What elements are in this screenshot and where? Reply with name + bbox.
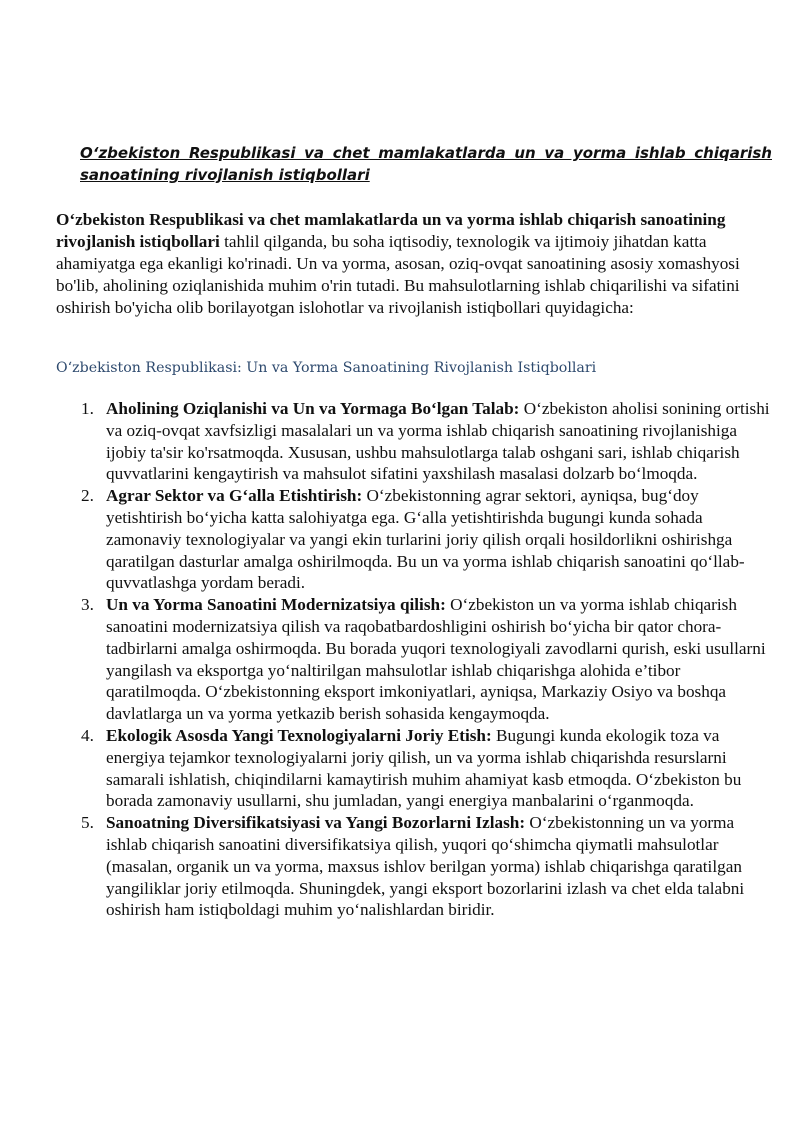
list-item-text: O‘zbekiston aholisi sonining ortishi va oziq-ovqat xavfsizligi masalalari un va yorma ishlab chiqarish sanoatining rivojlanishiga ijobiy ta'sir ko'rsatmoqda. Xususan, ushbu mahsulotlarga talab oshgani sari, ishlab chiqarish quvvatlarini kengaytirish va mahsulot sifatini yaxshilash masalasi dolzarb bo‘lmoqda. <box>106 399 770 484</box>
list-item-number: 5. <box>81 813 94 833</box>
numbered-list <box>56 398 772 921</box>
list-item <box>56 485 772 594</box>
intro-bold-lead: O‘zbekiston Respublikasi va chet mamlakatlarda un va yorma ishlab chiqarish sanoatining rivojlanish istiqbollari <box>56 210 726 251</box>
list-item-text: O‘zbekistonning un va yorma ishlab chiqarish sanoatini diversifikatsiya qilish, yuqori qo‘shimcha qiymatli mahsulotlar (masalan, organik un va yorma, maxsus ishlov berilgan yorma) ishlab chiqarishga qaratilgan yangiliklar joriy etilmoqda. Shuningdek, yangi eksport bozorlarini izlash va chet elda talabni oshirish ham istiqboldagi muhim yo‘nalishlardan biridir. <box>106 813 745 920</box>
intro-text: tahlil qilganda, bu soha iqtisodiy, texnologik va ijtimoiy jihatdan katta ahamiyatga ega ekanligi ko'rinadi. Un va yorma, asosan, oziq-ovqat sanoatining asosiy xomashyosi bo'lib, aholining oziqlanishida muhim o'rin tutadi. Bu mahsulotlarning ishlab chiqarilishi va sifatini oshirish bo'yicha olib borilayotgan islohotlar va rivojlanish istiqbollari quyidagicha: <box>56 232 740 317</box>
intro-paragraph <box>56 209 772 319</box>
list-item-number: 2. <box>81 486 94 506</box>
list-item-text: Bugungi kunda ekologik toza va energiya tejamkor texnologiyalarni joriy qilish, un va yorma ishlab chiqarishda resurslarni samarali ishlatish, chiqindilarni kamaytirish muhim ahamiyat kasb etmoqda. O‘zbekiston bu borada zamonaviy usullarni, shu jumladan, yangi energiya manbalarini o‘rganmoqda. <box>106 725 742 811</box>
list-item-title: Un va Yorma Sanoatini Modernizatsiya qilish: <box>106 595 446 615</box>
list-item-number: 3. <box>81 595 94 615</box>
list-item <box>56 594 772 725</box>
list-item-number: 4. <box>81 725 94 745</box>
list-item <box>56 725 772 812</box>
list-item <box>56 398 772 485</box>
list-item <box>56 812 772 921</box>
list-item-title: Aholining Oziqlanishi va Un va Yormaga Bo‘lgan Talab: <box>106 399 520 418</box>
list-item-title: Ekologik Asosda Yangi Texnologiyalarni Joriy Etish: <box>106 725 492 745</box>
list-item-number: 1. <box>81 399 94 418</box>
list-item-text: O‘zbekistonning agrar sektori, ayniqsa, bug‘doy yetishtirish bo‘yicha katta salohiyatga ega. G‘alla yetishtirishda bugungi kunda sohada zamonaviy texnologiyalar va yangi ekin turlarini joriy qilish orqali hosildorlikni oshirishga qaratilgan dasturlar amalga oshirilmoqda. Bu un va yorma ishlab chiqarish sanoatini qo‘llab-quvvatlashga yordam beradi. <box>106 486 745 593</box>
section-subheading: O‘zbekiston Respublikasi: Un va Yorma Sanoatining Rivojlanish Istiqbollari <box>56 360 597 376</box>
document-title: O‘zbekiston Respublikasi va chet mamlakatlarda un va yorma ishlab chiqarish sanoatining rivojlanish istiqbollari <box>80 144 772 184</box>
list-item-title: Sanoatning Diversifikatsiyasi va Yangi Bozorlarni Izlash: <box>106 813 526 833</box>
list-item-text: O‘zbekiston un va yorma ishlab chiqarish sanoatini modernizatsiya qilish va raqobatbardoshligini oshirish bo‘yicha bir qator chora-tadbirlarni amalga oshirmoqda. Bu borada yuqori texnologiyali zavodlarni qurish, eski usullarni yangilash va eksportga yo‘naltirilgan mahsulotlar ishlab chiqarishga alohida e’tibor qaratilmoqda. O‘zbekistonning eksport imkoniyatlari, ayniqsa, Markaziy Osiyo va boshqa davlatlarga un va yorma yetkazib berish sohasida kengaymoqda. <box>106 595 766 724</box>
list-item-title: Agrar Sektor va G‘alla Etishtirish: <box>106 486 363 506</box>
